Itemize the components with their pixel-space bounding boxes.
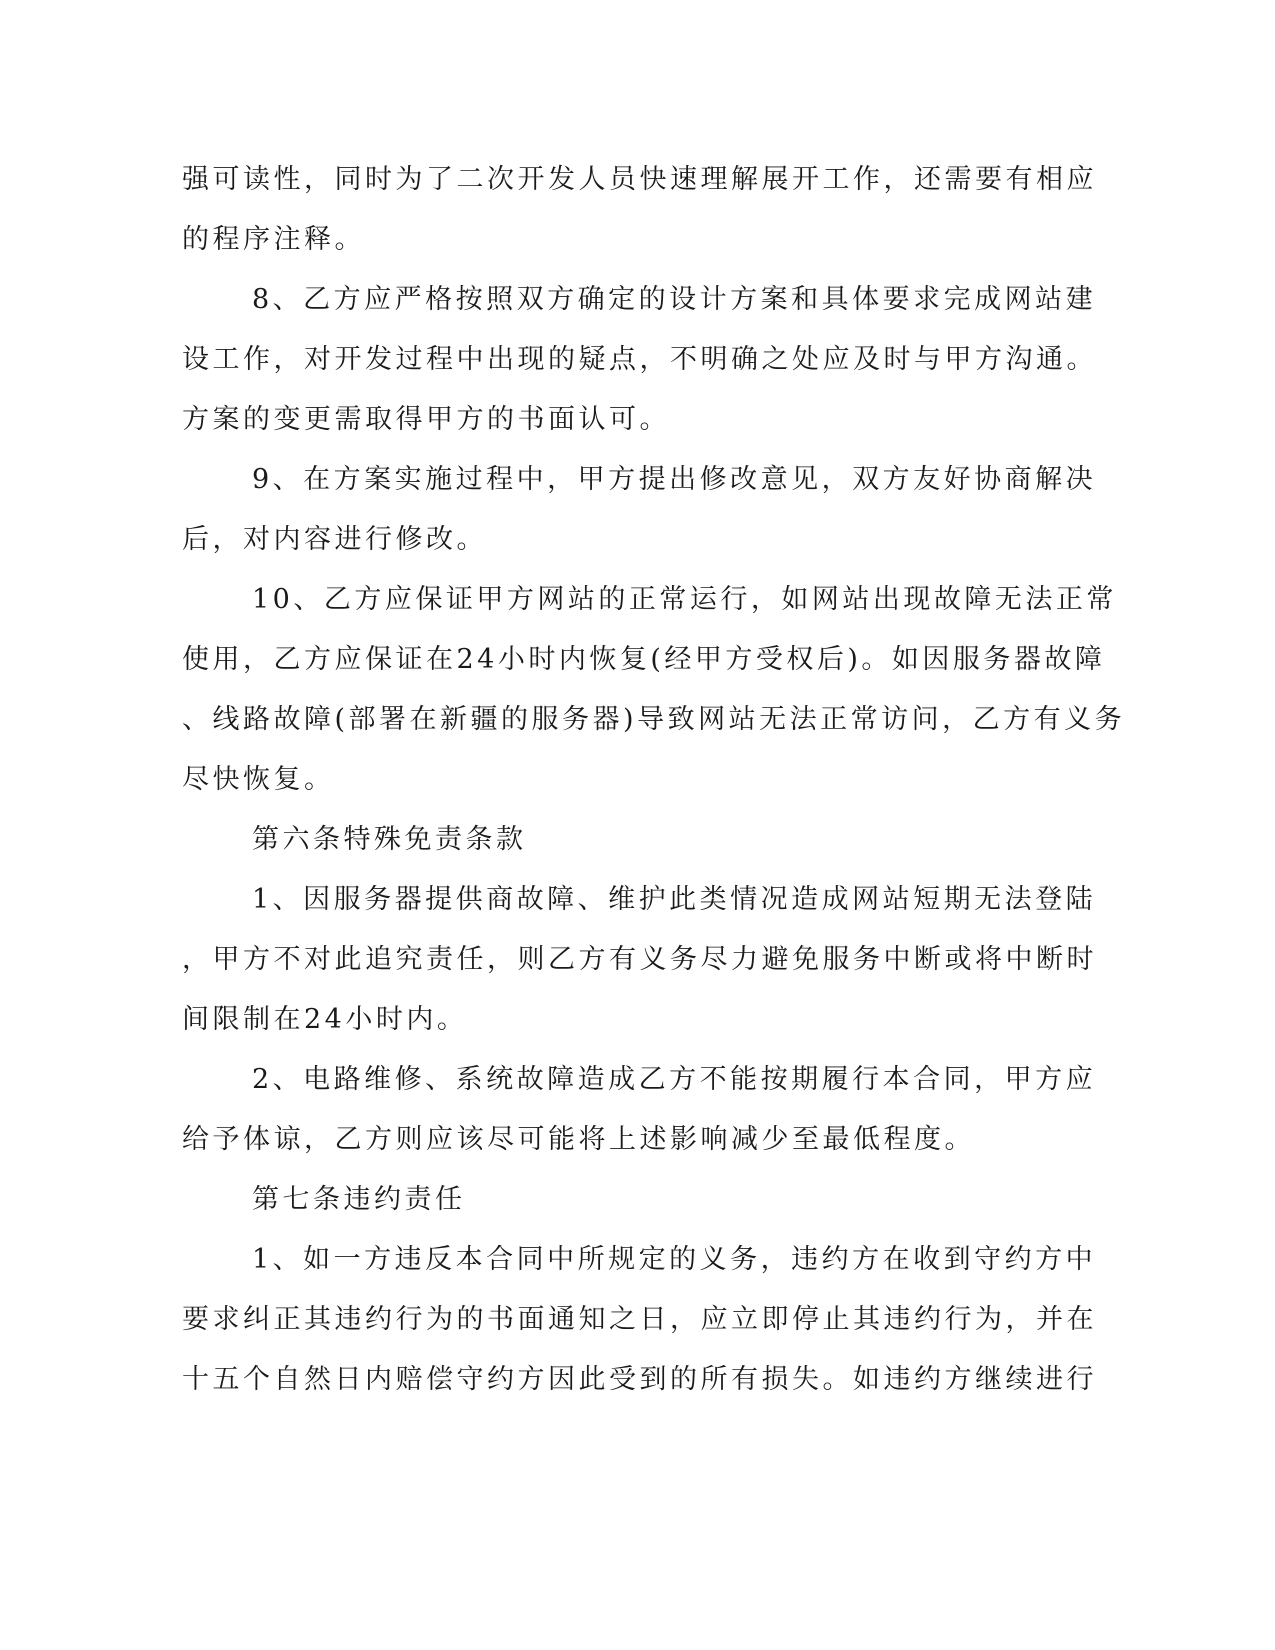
text-line: 方案的变更需取得甲方的书面认可。: [182, 404, 670, 435]
text-line: 2、电路维修、系统故障造成乙方不能按期履行本合同，甲方应: [252, 1064, 1097, 1095]
text-line: 要求纠正其违约行为的书面通知之日，应立即停止其违约行为，并在: [182, 1304, 1097, 1335]
text-line: 的程序注释。: [182, 224, 365, 255]
text-line: 设工作，对开发过程中出现的疑点，不明确之处应及时与甲方沟通。: [182, 344, 1097, 375]
text-line: 间限制在24小时内。: [182, 1004, 468, 1035]
text-line: 使用，乙方应保证在24小时内恢复(经甲方受权后)。如因服务器故障: [182, 644, 1106, 675]
text-line: 后，对内容进行修改。: [182, 524, 487, 555]
text-line: 尽快恢复。: [182, 764, 335, 795]
document-body: [182, 150, 1126, 1410]
text-line: 1、如一方违反本合同中所规定的义务，违约方在收到守约方中: [252, 1244, 1097, 1275]
text-line: 、线路故障(部署在新疆的服务器)导致网站无法正常访问，乙方有义务: [182, 704, 1126, 735]
text-line: 8、乙方应严格按照双方确定的设计方案和具体要求完成网站建: [252, 284, 1097, 315]
section-heading: 第七条违约责任: [252, 1184, 466, 1215]
text-line: ，甲方不对此追究责任，则乙方有义务尽力避免服务中断或将中断时: [182, 944, 1097, 975]
text-line: 10、乙方应保证甲方网站的正常运行，如网站出现故障无法正常: [252, 584, 1117, 615]
text-line: 强可读性，同时为了二次开发人员快速理解展开工作，还需要有相应: [182, 164, 1097, 195]
text-line: 1、因服务器提供商故障、维护此类情况造成网站短期无法登陆: [252, 884, 1097, 915]
text-line: 给予体谅，乙方则应该尽可能将上述影响减少至最低程度。: [182, 1124, 975, 1155]
section-heading: 第六条特殊免责条款: [252, 824, 527, 855]
text-line: 十五个自然日内赔偿守约方因此受到的所有损失。如违约方继续进行: [182, 1364, 1097, 1395]
text-line: 9、在方案实施过程中，甲方提出修改意见，双方友好协商解决: [252, 464, 1097, 495]
